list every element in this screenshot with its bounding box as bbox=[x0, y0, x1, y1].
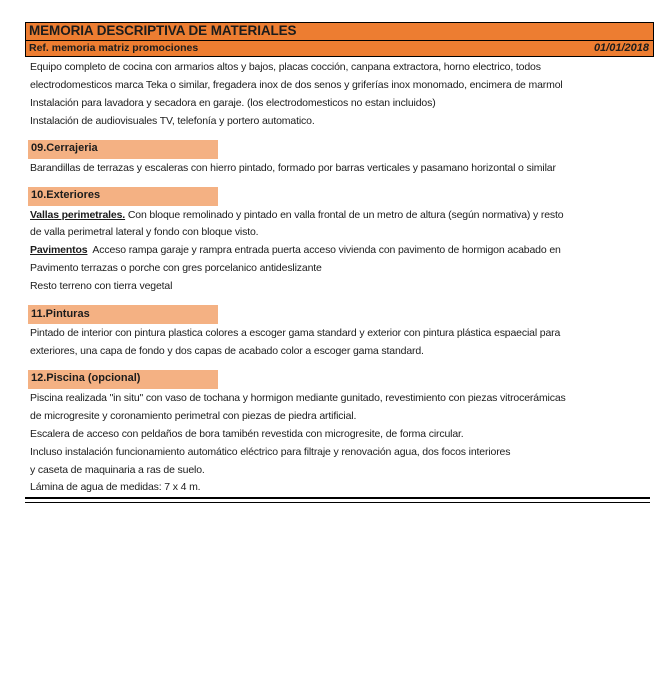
body-line bbox=[30, 242, 658, 260]
body-line bbox=[30, 390, 658, 408]
body-line bbox=[30, 207, 658, 225]
section-heading-label: 11.Pinturas bbox=[31, 307, 90, 320]
section-heading-label: 10.Exteriores bbox=[31, 189, 101, 202]
line-text: electrodomesticos marca Teka o similar, fregadera inox de dos senos y griferías inox monomado, encimera de marmol bbox=[30, 78, 563, 91]
document-title-row bbox=[25, 22, 654, 41]
body-line bbox=[30, 426, 658, 444]
line-text: Barandillas de terrazas y escaleras con hierro pintado, formado por barras verticales y pasamano horizontal o similar bbox=[30, 161, 556, 174]
line-text: exteriores, una capa de fondo y dos capas de acabado color a escoger gama standard. bbox=[30, 344, 424, 357]
line-text: y caseta de maquinaria a ras de suelo. bbox=[30, 463, 205, 476]
body-line bbox=[30, 343, 658, 361]
line-text: Incluso instalación funcionamiento automático eléctrico para filtraje y renovación agua, dos focos interiores bbox=[30, 445, 511, 458]
section-11-pinturas bbox=[30, 305, 658, 361]
section-heading-bar bbox=[28, 305, 218, 324]
body-line bbox=[30, 408, 658, 426]
line-text: Lámina de agua de medidas: 7 x 4 m. bbox=[30, 481, 201, 494]
intro-section bbox=[30, 59, 658, 131]
line-text: Pintado de interior con pintura plastica colores a escoger gama standard y exterior con pintura plástica espaecial para bbox=[30, 327, 561, 340]
lead-term: Vallas perimetrales. bbox=[30, 208, 126, 221]
body-line bbox=[30, 59, 658, 77]
bottom-double-rule bbox=[25, 497, 650, 503]
section-heading-bar bbox=[28, 370, 218, 389]
section-10-exteriores bbox=[30, 187, 658, 297]
document-body bbox=[30, 59, 658, 497]
section-12-piscina-opcional bbox=[30, 370, 658, 497]
line-text: de microgresite y coronamiento perimetral con piezas de piedra artificial. bbox=[30, 409, 357, 422]
memoria-header bbox=[25, 22, 654, 57]
document-title: MEMORIA DESCRIPTIVA DE MATERIALES bbox=[29, 23, 297, 38]
ref-label: Ref. memoria matriz promociones bbox=[29, 42, 199, 54]
body-line bbox=[30, 160, 658, 178]
body-line bbox=[30, 260, 658, 278]
body-line bbox=[30, 325, 658, 343]
body-line bbox=[30, 224, 658, 242]
line-text: de valla perimetral lateral y fondo con bloque visto. bbox=[30, 226, 259, 239]
line-text: Acceso rampa garaje y rampra entrada puerta acceso vivienda con pavimento de hormigon acabado en bbox=[87, 244, 561, 257]
section-heading-label: 09.Cerrajeria bbox=[31, 142, 98, 155]
body-line bbox=[30, 278, 658, 296]
line-text: Instalación para lavadora y secadora en garaje. (los electrodomesticos no estan incluidos) bbox=[30, 96, 436, 109]
line-text: Pavimento terrazas o porche con gres porcelanico antideslizante bbox=[30, 262, 322, 275]
document-date: 01/01/2018 bbox=[593, 42, 649, 54]
line-text: Escalera de acceso con peldaños de bora tamibén revestida con microgresite, de forma circular. bbox=[30, 427, 464, 440]
line-text: Resto terreno con tierra vegetal bbox=[30, 280, 173, 293]
body-line bbox=[30, 77, 658, 95]
lead-term: Pavimentos bbox=[30, 244, 88, 257]
body-line bbox=[30, 444, 658, 462]
body-line bbox=[30, 462, 658, 480]
line-text: Equipo completo de cocina con armarios altos y bajos, placas cocción, canpana extractora, horno electrico, todos bbox=[30, 61, 541, 73]
section-heading-label: 12.Piscina (opcional) bbox=[31, 372, 141, 385]
line-text: Con bloque remolinado y pintado en valla frontal de un metro de altura (según normativa) y resto bbox=[125, 208, 564, 221]
line-text: Piscina realizada "in situ" con vaso de tochana y hormigon mediante gunitado, revestimiento con piezas vitrocerámicas bbox=[30, 391, 566, 404]
document-ref-row bbox=[25, 41, 654, 57]
section-09-cerrajeria bbox=[30, 140, 658, 178]
body-line bbox=[30, 479, 658, 497]
body-line bbox=[30, 113, 658, 131]
section-heading-bar bbox=[28, 187, 218, 206]
line-text: Instalación de audiovisuales TV, telefonía y portero automatico. bbox=[30, 114, 315, 127]
section-heading-bar bbox=[28, 140, 218, 159]
body-line bbox=[30, 95, 658, 113]
